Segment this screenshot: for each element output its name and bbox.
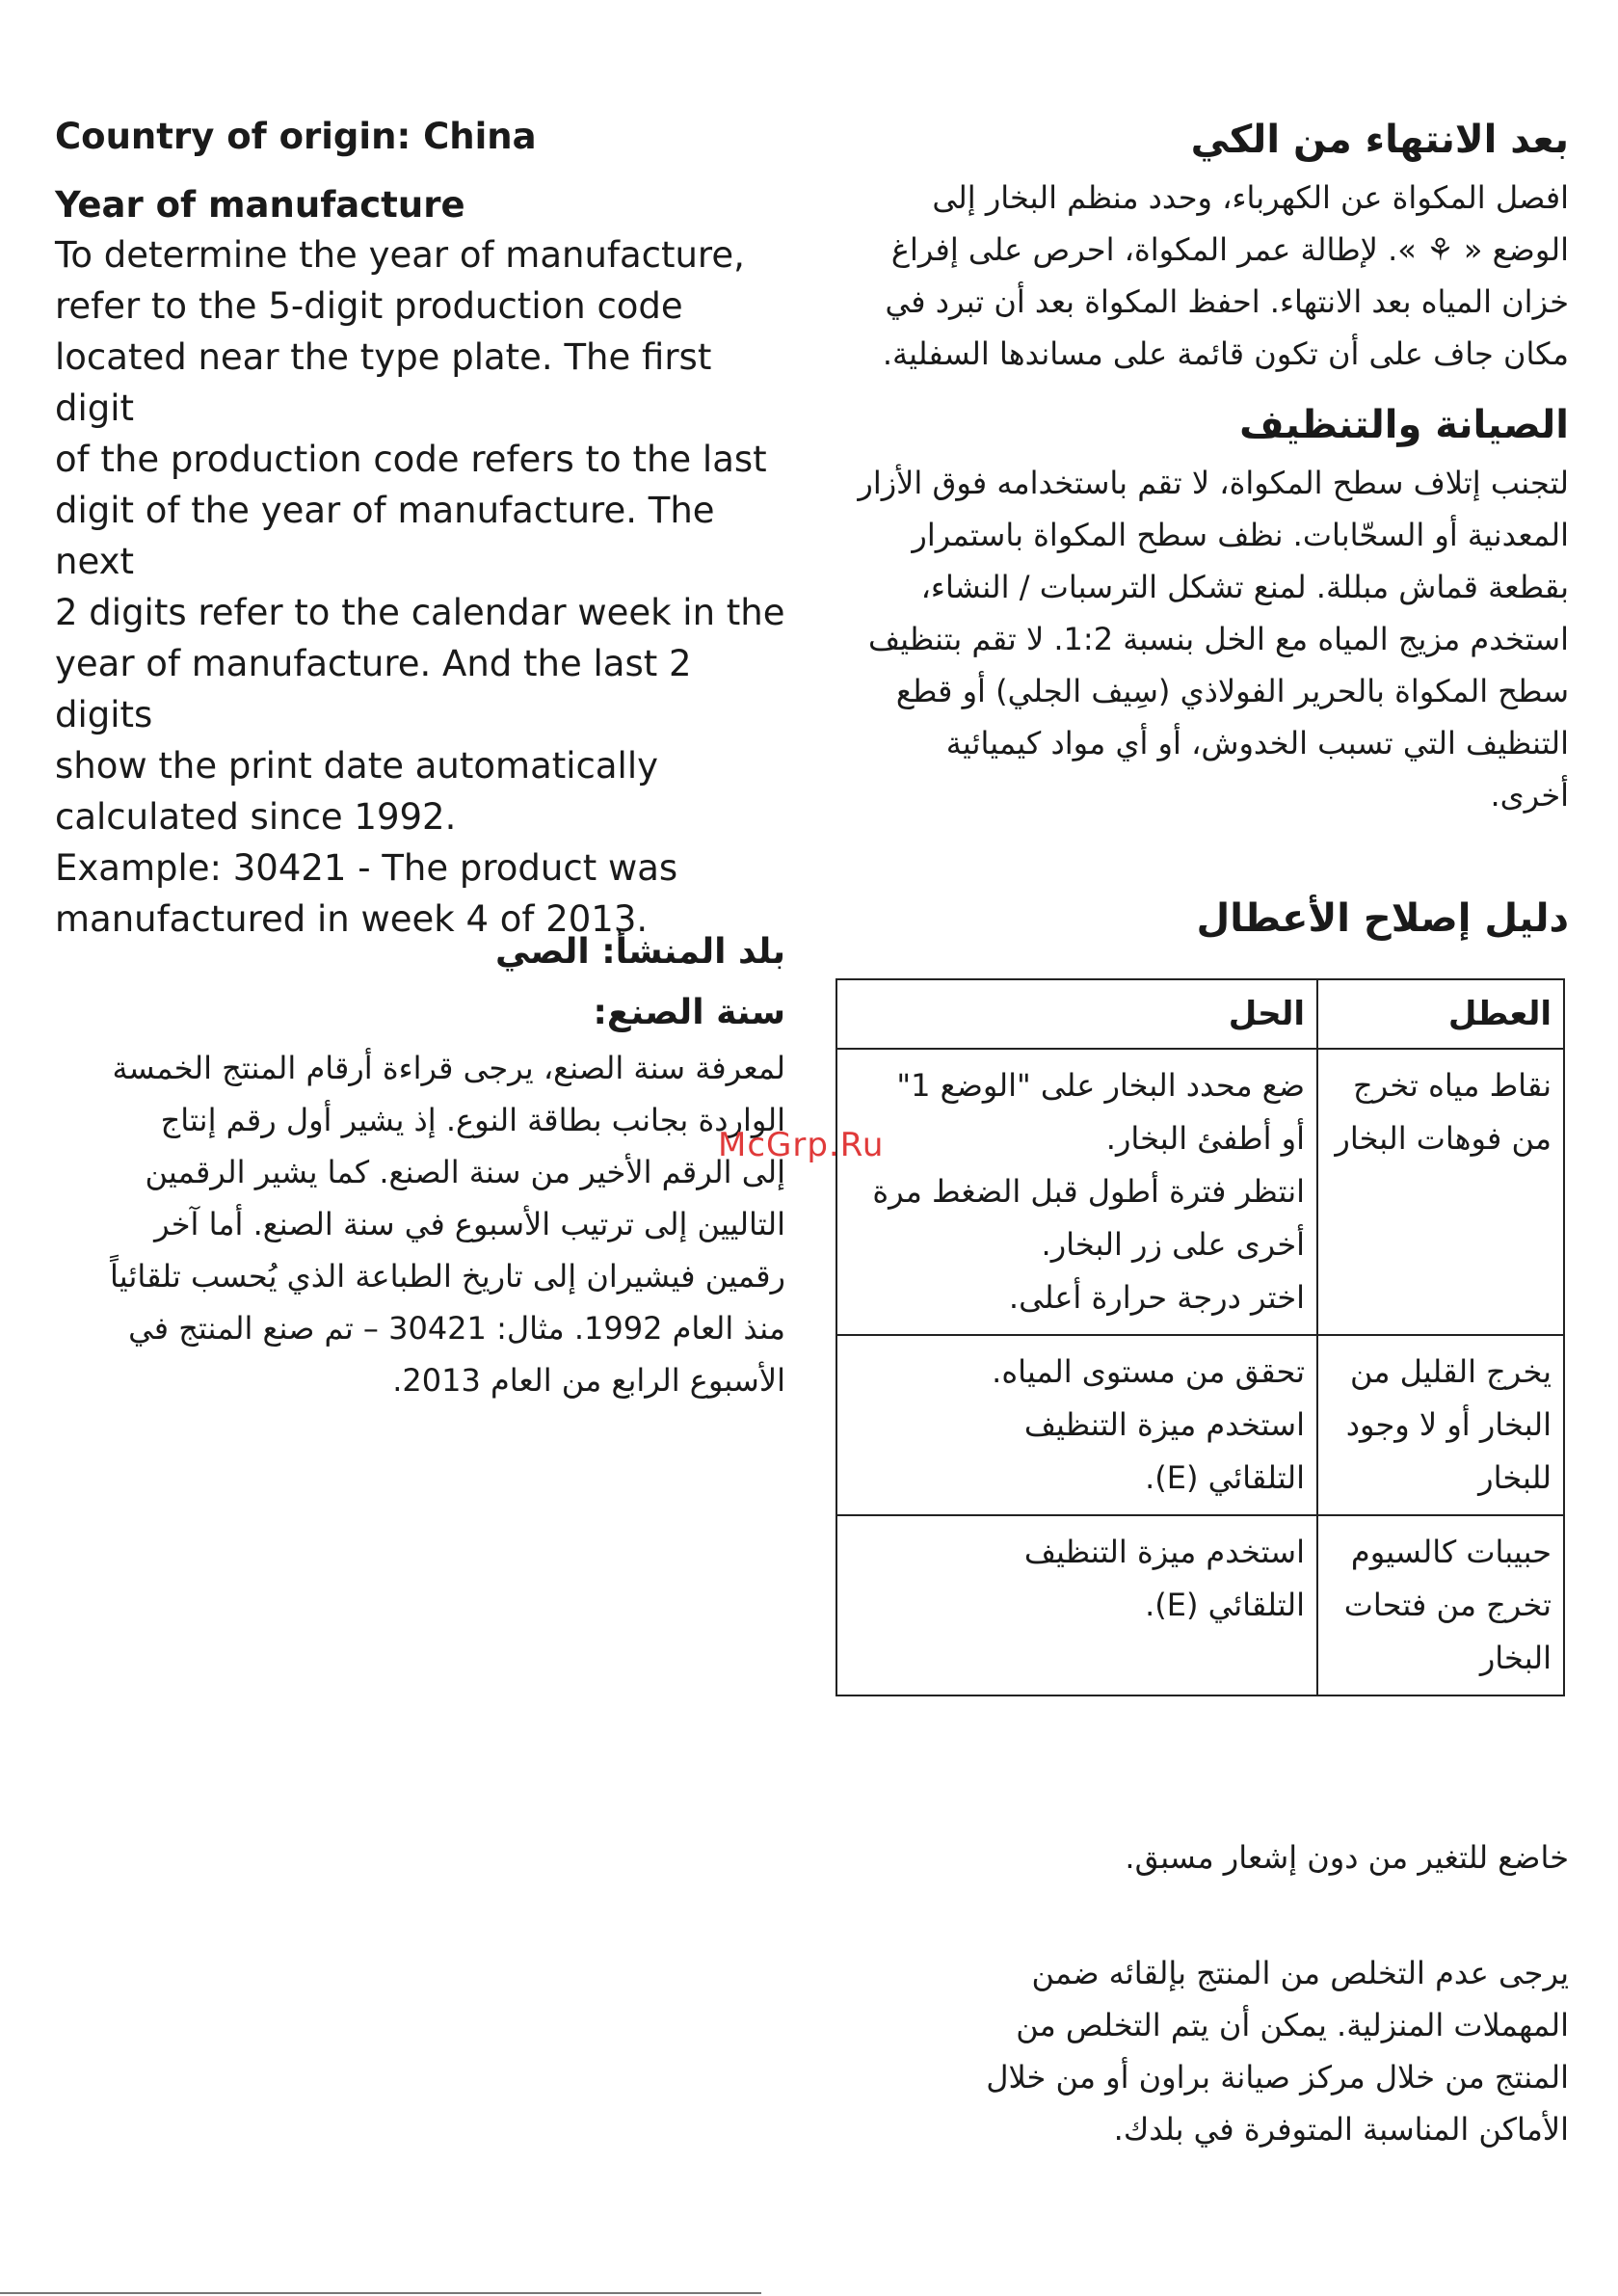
cell-line: اختر درجة حرارة أعلى. (1008, 1279, 1305, 1316)
cell-line: انتظر فترة أطول قبل الضغط مرة (872, 1173, 1305, 1210)
cell-line: التلقائي (E). (1145, 1587, 1305, 1623)
maintenance-heading: الصيانة والتنظيف (1239, 403, 1569, 447)
bottom-divider (0, 2292, 761, 2294)
text-line: خزان المياه بعد الانتهاء. احفظ المكواة بعد أن تبرد في (885, 283, 1569, 320)
text-line: افصل المكواة عن الكهرباء، وحدد منظم البخار إلى (932, 179, 1569, 216)
disposal-notice (838, 1947, 1569, 2155)
maintenance-text (838, 457, 1569, 821)
cell-line: أخرى على زر البخار. (1041, 1226, 1305, 1263)
year-text-en (55, 229, 797, 945)
cell-line: التلقائي (E). (1145, 1459, 1305, 1496)
cell-line: استخدم ميزة التنظيف (1023, 1534, 1305, 1570)
text-line: التنظيف التي تسبب الخدوش، أو أي مواد كيميائية (945, 725, 1569, 761)
text-line: manufactured in week 4 of 2013. (55, 898, 649, 941)
solution-cell (836, 1049, 1317, 1335)
change-notice: خاضع للتغير من دون إشعار مسبق. (1125, 1839, 1569, 1876)
year-heading-en: Year of manufacture (55, 184, 465, 227)
after-ironing-text (838, 172, 1569, 380)
solution-cell (836, 1515, 1317, 1695)
cell-line: البخار (1479, 1640, 1552, 1676)
cell-line: أو أطفئ البخار. (1105, 1120, 1305, 1157)
column-header-problem: العطل (1317, 979, 1564, 1049)
text-line: مكان جاف على أن تكون قائمة على مساندها السفلية. (882, 335, 1569, 372)
text-line: located near the type plate. The first digit (55, 336, 712, 430)
cell-line: يخرج القليل من (1349, 1353, 1552, 1390)
english-section (55, 114, 797, 945)
cell-line: استخدم ميزة التنظيف (1023, 1406, 1305, 1443)
text-line: منذ العام 1992. مثال: 30421 – تم صنع المنتج في (128, 1310, 785, 1348)
text-line: استخدم مزيج المياه مع الخل بنسبة 1:2. لا تقم بتنظيف (867, 621, 1569, 657)
year-text-ar (67, 1042, 785, 1406)
table-row (836, 1515, 1564, 1695)
text-line: الأسبوع الرابع من العام 2013. (392, 1362, 785, 1400)
arabic-origin-section (67, 929, 785, 1406)
cell-line: تخرج من فتحات (1343, 1587, 1552, 1623)
text-line: الوضع « ⚘ ». لإطالة عمر المكواة، احرص على إفراغ (890, 231, 1569, 268)
troubleshooting-table (836, 978, 1565, 1696)
table-row (836, 1049, 1564, 1335)
text-line: التاليين إلى ترتيب الأسبوع في سنة الصنع. أما آخر (154, 1206, 785, 1243)
text-line: لمعرفة سنة الصنع، يرجى قراءة أرقام المنتج الخمسة (112, 1050, 785, 1087)
cell-line: للبخار (1478, 1459, 1552, 1496)
problem-cell (1317, 1515, 1564, 1695)
year-heading-ar: سنة الصنع: (593, 992, 785, 1032)
text-line: year of manufacture. And the last 2 digits (55, 643, 692, 736)
table-header-row (836, 979, 1564, 1049)
text-line: رقمين فيشيران إلى تاريخ الطباعة الذي يُحسب تلقائياً (110, 1258, 785, 1295)
cell-line: من فوهات البخار (1335, 1120, 1552, 1157)
text-line: calculated since 1992. (55, 796, 457, 839)
cell-line: نقاط مياه تخرج (1353, 1067, 1552, 1104)
arabic-care-section (838, 114, 1569, 821)
text-line: سطح المكواة بالحرير الفولاذي (سِيف الجلي) أو قطع (895, 673, 1569, 709)
text-line: 2 digits refer to the calendar week in the (55, 592, 785, 634)
text-line: يرجى عدم التخلص من المنتج بإلقائه ضمن (1031, 1955, 1569, 1991)
problem-cell (1317, 1335, 1564, 1515)
text-line: الأماكن المناسبة المتوفرة في بلدك. (1113, 2111, 1569, 2148)
cell-line: ضع محدد البخار على "الوضع 1" (896, 1067, 1305, 1104)
column-header-solution: الحل (836, 979, 1317, 1049)
text-line: الواردة بجانب بطاقة النوع. إذ يشير أول رقم إنتاج (160, 1102, 785, 1139)
country-of-origin: Country of origin: China (55, 116, 537, 157)
problem-cell (1317, 1049, 1564, 1335)
watermark: McGrp.Ru (718, 1126, 885, 1164)
text-line: إلى الرقم الأخير من سنة الصنع. كما يشير الرقمين (145, 1154, 785, 1191)
text-line: show the print date automatically (55, 745, 659, 788)
text-line: لتجنب إتلاف سطح المكواة، لا تقم باستخدامه فوق الأزار (858, 465, 1569, 501)
cell-line: تحقق من مستوى المياه. (992, 1353, 1305, 1390)
text-line: بقطعة قماش مبللة. لمنع تشكل الترسبات / النشاء، (920, 569, 1569, 605)
text-line: المعدنية أو السحّابات. نظف سطح المكواة باستمرار (912, 517, 1569, 553)
country-of-origin-ar: بلد المنشأ: الصي (494, 932, 785, 972)
troubleshooting-heading: دليل إصلاح الأعطال (1196, 896, 1569, 941)
cell-line: البخار أو لا وجود (1345, 1406, 1552, 1443)
text-line: المنتج من خلال مركز صيانة براون أو من خلال (986, 2059, 1569, 2096)
text-line: To determine the year of manufacture, (55, 234, 745, 277)
text-line: Example: 30421 - The product was (55, 847, 678, 890)
text-line: refer to the 5-digit production code (55, 285, 683, 328)
table-row (836, 1335, 1564, 1515)
text-line: أخرى. (1490, 777, 1569, 814)
text-line: of the production code refers to the last (55, 439, 767, 481)
solution-cell (836, 1335, 1317, 1515)
text-line: digit of the year of manufacture. The next (55, 490, 715, 583)
text-line: المهملات المنزلية. يمكن أن يتم التخلص من (1016, 2007, 1569, 2043)
after-ironing-heading: بعد الانتهاء من الكي (1190, 118, 1569, 162)
cell-line: حبيبات كالسيوم (1350, 1534, 1552, 1570)
